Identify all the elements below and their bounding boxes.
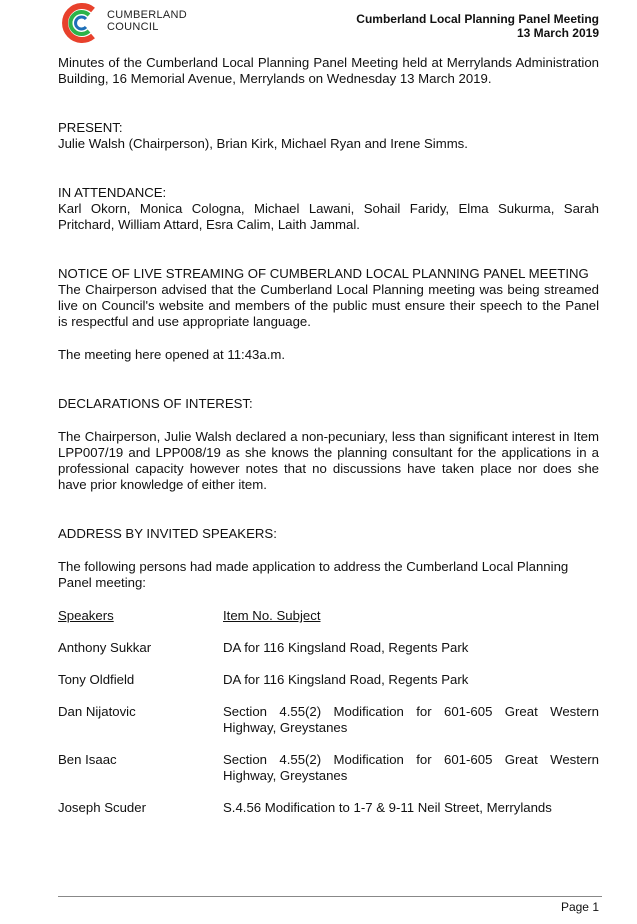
council-logo — [57, 0, 227, 46]
attendance-heading: IN ATTENDANCE: — [58, 185, 167, 200]
present-heading: PRESENT: — [58, 120, 123, 135]
header-title: Cumberland Local Planning Panel Meeting — [356, 12, 599, 26]
speaker-subject: DA for 116 Kingsland Road, Regents Park — [223, 672, 469, 687]
footer-divider — [58, 896, 602, 897]
speakers-header-row — [58, 608, 599, 624]
speakers-heading: ADDRESS BY INVITED SPEAKERS: — [58, 526, 277, 541]
present-text: Julie Walsh (Chairperson), Brian Kirk, Michael Ryan and Irene Simms. — [58, 136, 468, 151]
speaker-subject: Section 4.55(2) Modification for 601-605 Great Western Highway, Greystanes — [223, 752, 599, 783]
meeting-opened-text: The meeting here opened at 11:43a.m. — [58, 347, 286, 362]
header-date: 13 March 2019 — [516, 26, 599, 40]
speakers-table — [58, 608, 599, 816]
attendance-text: Karl Okorn, Monica Cologna, Michael Lawani, Sohail Faridy, Elma Sukurma, Sarah Pritchard, William Attard, Esra Calim, Laith Jammal. — [58, 201, 599, 232]
streaming-heading: NOTICE OF LIVE STREAMING OF CUMBERLAND LOCAL PLANNING PANEL MEETING — [58, 266, 589, 281]
speaker-name: Tony Oldfield — [58, 672, 135, 687]
declarations-text: The Chairperson, Julie Walsh declared a non-pecuniary, less than significant interest in Item LPP007/19 and LPP008/19 as she knows the planning consultant for the applications in a professional capacity however notes that no discussions have taken place nor does she have prior knowledge of either item. — [58, 429, 599, 492]
speaker-subject: DA for 116 Kingsland Road, Regents Park — [223, 640, 469, 655]
speaker-row — [58, 672, 599, 688]
speaker-name: Anthony Sukkar — [58, 640, 152, 655]
speaker-subject: S.4.56 Modification to 1-7 & 9-11 Neil Street, Merrylands — [223, 800, 552, 815]
speaker-row — [58, 800, 599, 816]
intro-paragraph: Minutes of the Cumberland Local Planning Panel Meeting held at Merrylands Administration Building, 16 Memorial Avenue, Merrylands on Wednesday 13 March 2019. — [58, 55, 599, 86]
speaker-row — [58, 752, 599, 784]
subject-column-header: Item No. Subject — [223, 608, 321, 623]
speaker-subject: Section 4.55(2) Modification for 601-605 Great Western Highway, Greystanes — [223, 704, 599, 735]
speaker-name: Dan Nijatovic — [58, 704, 136, 719]
speakers-column-header: Speakers — [58, 608, 114, 623]
logo-line-1: CUMBERLAND — [107, 9, 188, 21]
page-number: Page 1 — [560, 900, 599, 914]
document-header — [356, 12, 599, 40]
speaker-row — [58, 704, 599, 736]
document-body — [58, 55, 599, 832]
logo-line-2: COUNCIL — [107, 21, 159, 33]
speaker-name: Joseph Scuder — [58, 800, 146, 815]
speakers-intro: The following persons had made application to address the Cumberland Local Planning Panel meeting: — [58, 559, 569, 590]
streaming-text: The Chairperson advised that the Cumberland Local Planning meeting was being streamed live on Council's website and members of the public must ensure their speech to the Panel is respectful and use appropriate language. — [58, 282, 599, 329]
speaker-name: Ben Isaac — [58, 752, 117, 767]
declarations-heading: DECLARATIONS OF INTEREST: — [58, 396, 253, 411]
logo-wordmark — [107, 9, 187, 33]
council-logo-icon — [57, 0, 103, 46]
speaker-row — [58, 640, 599, 656]
